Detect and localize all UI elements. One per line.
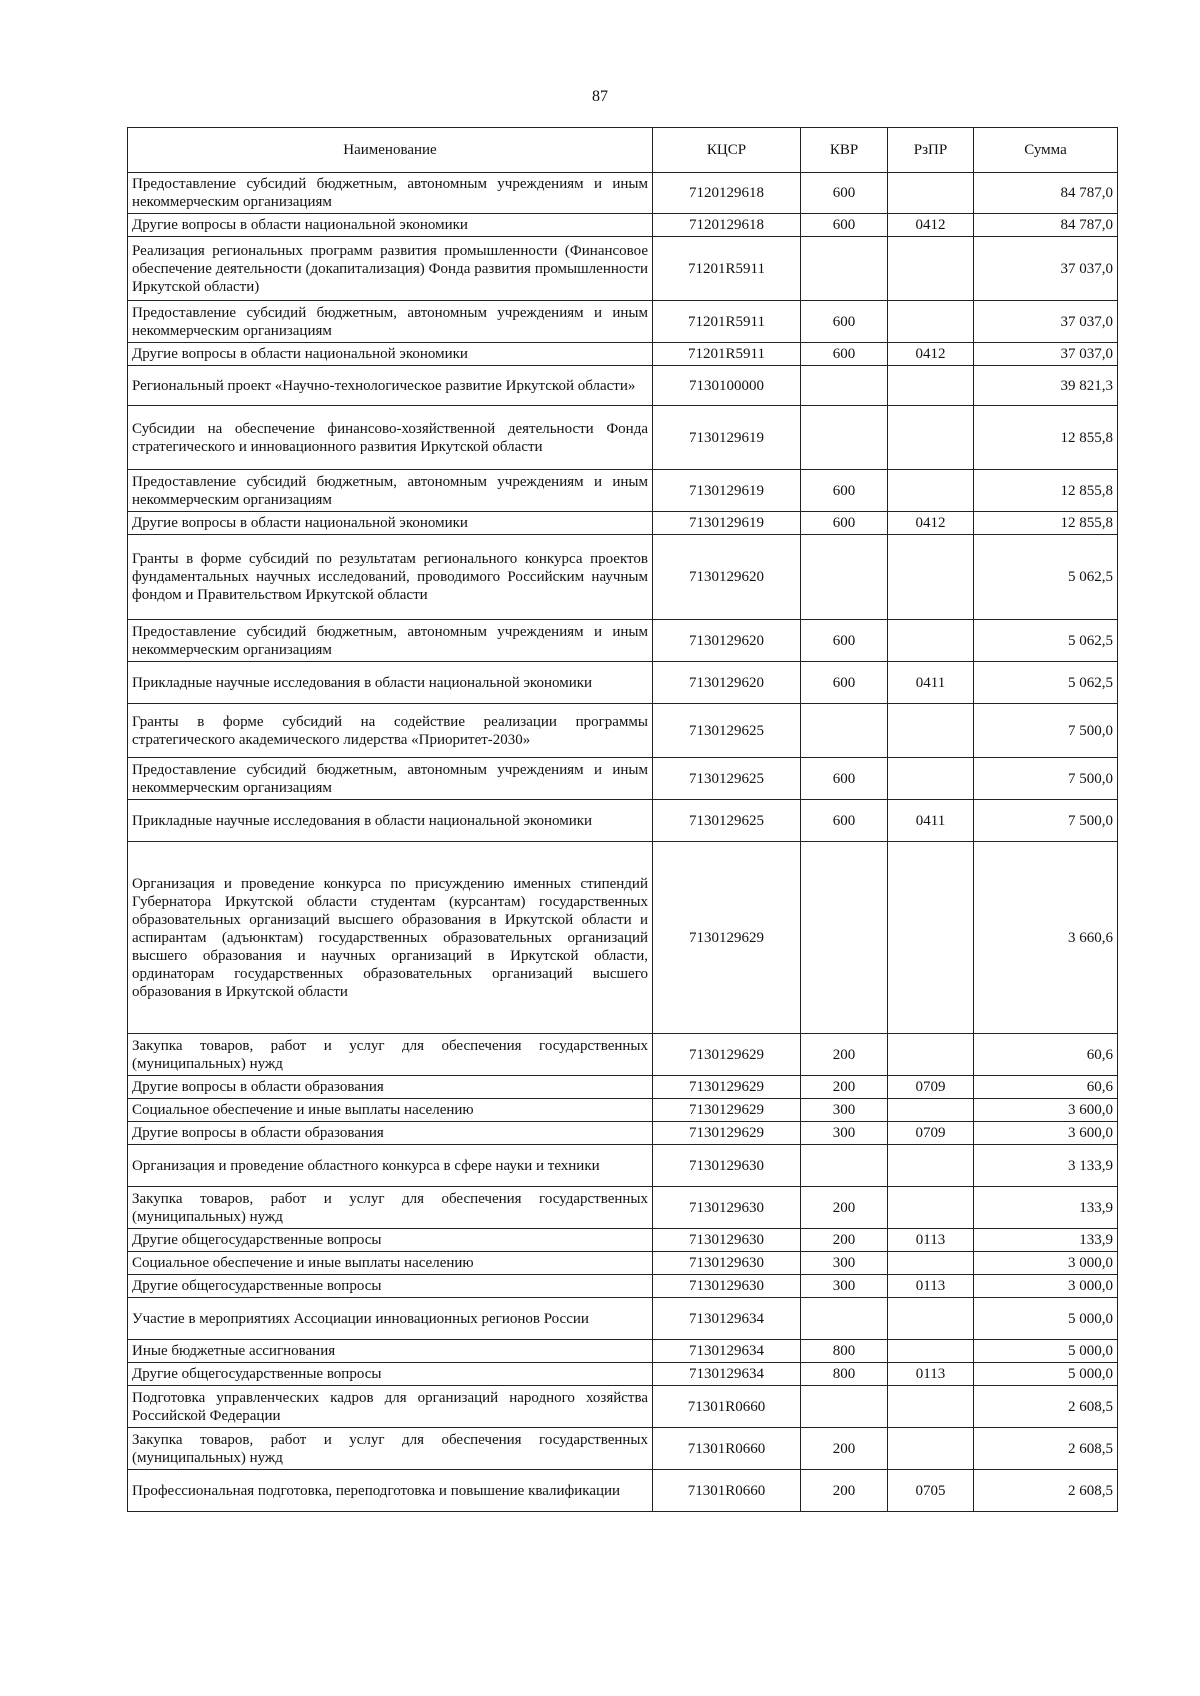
cell-rzpr xyxy=(888,1187,974,1229)
cell-kcsr: 7130129620 xyxy=(653,620,801,662)
table-row xyxy=(128,1428,1118,1470)
header-kvr: КВР xyxy=(801,128,888,173)
table-row xyxy=(128,1145,1118,1187)
cell-rzpr: 0412 xyxy=(888,343,974,366)
table-row xyxy=(128,470,1118,512)
cell-kcsr: 7130129629 xyxy=(653,842,801,1034)
cell-kcsr: 71201R5911 xyxy=(653,237,801,301)
cell-sum: 2 608,5 xyxy=(974,1470,1118,1512)
cell-rzpr: 0113 xyxy=(888,1229,974,1252)
cell-rzpr: 0113 xyxy=(888,1363,974,1386)
cell-kcsr: 7130129619 xyxy=(653,512,801,535)
cell-kcsr: 7130129625 xyxy=(653,758,801,800)
cell-sum: 5 062,5 xyxy=(974,620,1118,662)
cell-name: Другие вопросы в области национальной экономики xyxy=(128,214,653,237)
cell-kvr: 300 xyxy=(801,1275,888,1298)
cell-sum: 5 062,5 xyxy=(974,535,1118,620)
cell-sum: 133,9 xyxy=(974,1187,1118,1229)
table-row xyxy=(128,1386,1118,1428)
header-sum: Сумма xyxy=(974,128,1118,173)
cell-name: Гранты в форме субсидий по результатам регионального конкурса проектов фундаментальных научных исследований, проводимого Российским научным фондом и Правительством Иркутской области xyxy=(128,535,653,620)
cell-sum: 3 133,9 xyxy=(974,1145,1118,1187)
cell-kcsr: 7130129630 xyxy=(653,1145,801,1187)
cell-sum: 5 000,0 xyxy=(974,1340,1118,1363)
cell-kvr: 300 xyxy=(801,1122,888,1145)
cell-rzpr xyxy=(888,704,974,758)
table-row xyxy=(128,1122,1118,1145)
cell-kvr: 200 xyxy=(801,1034,888,1076)
cell-rzpr: 0709 xyxy=(888,1122,974,1145)
cell-rzpr xyxy=(888,535,974,620)
table-row xyxy=(128,1363,1118,1386)
cell-name: Социальное обеспечение и иные выплаты населению xyxy=(128,1099,653,1122)
cell-sum: 84 787,0 xyxy=(974,173,1118,214)
table-row xyxy=(128,512,1118,535)
cell-name: Предоставление субсидий бюджетным, автономным учреждениям и иным некоммерческим организациям xyxy=(128,620,653,662)
cell-sum: 2 608,5 xyxy=(974,1386,1118,1428)
cell-kcsr: 7130129619 xyxy=(653,470,801,512)
cell-name: Предоставление субсидий бюджетным, автономным учреждениям и иным некоммерческим организациям xyxy=(128,173,653,214)
cell-sum: 7 500,0 xyxy=(974,704,1118,758)
cell-name: Предоставление субсидий бюджетным, автономным учреждениям и иным некоммерческим организациям xyxy=(128,301,653,343)
budget-table xyxy=(127,127,1118,1512)
cell-rzpr xyxy=(888,1099,974,1122)
cell-kvr xyxy=(801,842,888,1034)
cell-kcsr: 7130129629 xyxy=(653,1122,801,1145)
header-name: Наименование xyxy=(128,128,653,173)
cell-name: Другие вопросы в области национальной экономики xyxy=(128,512,653,535)
table-row xyxy=(128,842,1118,1034)
cell-kvr: 600 xyxy=(801,301,888,343)
cell-kcsr: 7130129634 xyxy=(653,1363,801,1386)
cell-kvr: 300 xyxy=(801,1099,888,1122)
cell-rzpr xyxy=(888,1034,974,1076)
cell-rzpr xyxy=(888,1252,974,1275)
cell-kcsr: 7130129630 xyxy=(653,1229,801,1252)
cell-rzpr: 0709 xyxy=(888,1076,974,1099)
cell-kvr: 600 xyxy=(801,512,888,535)
cell-kvr: 200 xyxy=(801,1187,888,1229)
cell-kvr: 300 xyxy=(801,1252,888,1275)
cell-kvr: 600 xyxy=(801,173,888,214)
table-row xyxy=(128,1076,1118,1099)
cell-name: Закупка товаров, работ и услуг для обеспечения государственных (муниципальных) нужд xyxy=(128,1034,653,1076)
table-row xyxy=(128,1187,1118,1229)
cell-kvr: 800 xyxy=(801,1340,888,1363)
page-number: 87 xyxy=(592,88,608,105)
cell-kvr: 200 xyxy=(801,1428,888,1470)
cell-kvr xyxy=(801,1145,888,1187)
table-row xyxy=(128,1034,1118,1076)
cell-rzpr xyxy=(888,406,974,470)
table-row xyxy=(128,1099,1118,1122)
cell-sum: 3 600,0 xyxy=(974,1099,1118,1122)
cell-kvr: 800 xyxy=(801,1363,888,1386)
cell-rzpr xyxy=(888,1145,974,1187)
cell-kcsr: 7130129629 xyxy=(653,1099,801,1122)
table-row xyxy=(128,1298,1118,1340)
cell-kvr: 200 xyxy=(801,1470,888,1512)
cell-sum: 12 855,8 xyxy=(974,406,1118,470)
cell-name: Другие общегосударственные вопросы xyxy=(128,1229,653,1252)
table-row xyxy=(128,366,1118,406)
table-row xyxy=(128,758,1118,800)
cell-sum: 3 660,6 xyxy=(974,842,1118,1034)
table-row xyxy=(128,1252,1118,1275)
cell-kcsr: 7130129620 xyxy=(653,535,801,620)
cell-sum: 60,6 xyxy=(974,1076,1118,1099)
cell-kvr xyxy=(801,237,888,301)
cell-name: Закупка товаров, работ и услуг для обеспечения государственных (муниципальных) нужд xyxy=(128,1428,653,1470)
cell-kvr xyxy=(801,406,888,470)
cell-sum: 133,9 xyxy=(974,1229,1118,1252)
cell-rzpr xyxy=(888,758,974,800)
cell-rzpr: 0113 xyxy=(888,1275,974,1298)
cell-kcsr: 7120129618 xyxy=(653,173,801,214)
cell-rzpr xyxy=(888,173,974,214)
table-row xyxy=(128,301,1118,343)
cell-kvr xyxy=(801,535,888,620)
cell-rzpr xyxy=(888,366,974,406)
cell-kcsr: 71301R0660 xyxy=(653,1428,801,1470)
header-kcsr: КЦСР xyxy=(653,128,801,173)
cell-sum: 7 500,0 xyxy=(974,800,1118,842)
cell-kvr xyxy=(801,1386,888,1428)
cell-sum: 3 000,0 xyxy=(974,1252,1118,1275)
cell-kcsr: 7130129625 xyxy=(653,800,801,842)
cell-kcsr: 7130129634 xyxy=(653,1340,801,1363)
cell-kvr: 600 xyxy=(801,662,888,704)
cell-rzpr: 0412 xyxy=(888,512,974,535)
cell-kcsr: 7130129630 xyxy=(653,1275,801,1298)
cell-kvr: 600 xyxy=(801,758,888,800)
table-row xyxy=(128,173,1118,214)
cell-rzpr xyxy=(888,1386,974,1428)
cell-kcsr: 7120129618 xyxy=(653,214,801,237)
cell-sum: 39 821,3 xyxy=(974,366,1118,406)
cell-sum: 3 600,0 xyxy=(974,1122,1118,1145)
cell-name: Закупка товаров, работ и услуг для обеспечения государственных (муниципальных) нужд xyxy=(128,1187,653,1229)
table-row xyxy=(128,535,1118,620)
cell-kcsr: 7130129629 xyxy=(653,1034,801,1076)
cell-name: Социальное обеспечение и иные выплаты населению xyxy=(128,1252,653,1275)
cell-kcsr: 71301R0660 xyxy=(653,1386,801,1428)
cell-kcsr: 7130129619 xyxy=(653,406,801,470)
cell-rzpr: 0411 xyxy=(888,800,974,842)
table-row xyxy=(128,800,1118,842)
cell-kcsr: 7130100000 xyxy=(653,366,801,406)
cell-name: Гранты в форме субсидий на содействие реализации программы стратегического академического лидерства «Приоритет-2030» xyxy=(128,704,653,758)
cell-name: Прикладные научные исследования в области национальной экономики xyxy=(128,800,653,842)
cell-kcsr: 71301R0660 xyxy=(653,1470,801,1512)
table-row xyxy=(128,704,1118,758)
cell-rzpr xyxy=(888,237,974,301)
cell-name: Прикладные научные исследования в области национальной экономики xyxy=(128,662,653,704)
cell-rzpr xyxy=(888,1428,974,1470)
cell-kcsr: 71201R5911 xyxy=(653,301,801,343)
table-row xyxy=(128,343,1118,366)
cell-rzpr xyxy=(888,301,974,343)
cell-name: Участие в мероприятиях Ассоциации инновационных регионов России xyxy=(128,1298,653,1340)
cell-sum: 60,6 xyxy=(974,1034,1118,1076)
cell-sum: 2 608,5 xyxy=(974,1428,1118,1470)
cell-name: Другие общегосударственные вопросы xyxy=(128,1363,653,1386)
cell-name: Региональный проект «Научно-технологическое развитие Иркутской области» xyxy=(128,366,653,406)
cell-kcsr: 7130129630 xyxy=(653,1187,801,1229)
cell-name: Другие вопросы в области образования xyxy=(128,1122,653,1145)
cell-sum: 37 037,0 xyxy=(974,343,1118,366)
cell-name: Организация и проведение конкурса по присуждению именных стипендий Губернатора Иркутской области студентам (курсантам) государственных образовательных организаций высшего образования в Иркутской области и аспирантам (адъюнктам) государственных образовательных организаций высшего образования и научных организаций в Иркутской области, ординаторам государственных образовательных организаций высшего образования в Иркутской области xyxy=(128,842,653,1034)
table-row xyxy=(128,1229,1118,1252)
cell-kvr: 600 xyxy=(801,800,888,842)
table-row xyxy=(128,1340,1118,1363)
cell-sum: 5 062,5 xyxy=(974,662,1118,704)
cell-rzpr xyxy=(888,1340,974,1363)
cell-name: Организация и проведение областного конкурса в сфере науки и техники xyxy=(128,1145,653,1187)
cell-kcsr: 7130129620 xyxy=(653,662,801,704)
cell-rzpr xyxy=(888,470,974,512)
cell-kvr xyxy=(801,1298,888,1340)
table-row xyxy=(128,662,1118,704)
cell-name: Предоставление субсидий бюджетным, автономным учреждениям и иным некоммерческим организациям xyxy=(128,470,653,512)
cell-kvr: 600 xyxy=(801,470,888,512)
table-row xyxy=(128,214,1118,237)
cell-kvr: 600 xyxy=(801,343,888,366)
table-row xyxy=(128,1275,1118,1298)
table-row xyxy=(128,406,1118,470)
cell-kcsr: 7130129629 xyxy=(653,1076,801,1099)
cell-name: Профессиональная подготовка, переподготовка и повышение квалификации xyxy=(128,1470,653,1512)
cell-sum: 7 500,0 xyxy=(974,758,1118,800)
table-header-row xyxy=(128,128,1118,173)
cell-name: Иные бюджетные ассигнования xyxy=(128,1340,653,1363)
cell-kvr: 600 xyxy=(801,214,888,237)
cell-rzpr: 0411 xyxy=(888,662,974,704)
cell-sum: 5 000,0 xyxy=(974,1363,1118,1386)
cell-sum: 37 037,0 xyxy=(974,237,1118,301)
cell-kcsr: 7130129630 xyxy=(653,1252,801,1275)
cell-kvr: 200 xyxy=(801,1076,888,1099)
cell-sum: 3 000,0 xyxy=(974,1275,1118,1298)
header-rzpr: РзПР xyxy=(888,128,974,173)
cell-rzpr xyxy=(888,620,974,662)
cell-sum: 12 855,8 xyxy=(974,470,1118,512)
cell-sum: 5 000,0 xyxy=(974,1298,1118,1340)
cell-sum: 12 855,8 xyxy=(974,512,1118,535)
cell-rzpr xyxy=(888,1298,974,1340)
cell-rzpr xyxy=(888,842,974,1034)
cell-rzpr: 0705 xyxy=(888,1470,974,1512)
table-row xyxy=(128,237,1118,301)
cell-name: Другие вопросы в области образования xyxy=(128,1076,653,1099)
cell-name: Реализация региональных программ развития промышленности (Финансовое обеспечение деятельности (докапитализация) Фонда развития промышленности Иркутской области) xyxy=(128,237,653,301)
cell-kcsr: 7130129625 xyxy=(653,704,801,758)
cell-kvr xyxy=(801,366,888,406)
cell-kcsr: 7130129634 xyxy=(653,1298,801,1340)
cell-name: Другие вопросы в области национальной экономики xyxy=(128,343,653,366)
cell-kvr xyxy=(801,704,888,758)
table-row xyxy=(128,1470,1118,1512)
cell-name: Подготовка управленческих кадров для организаций народного хозяйства Российской Федерации xyxy=(128,1386,653,1428)
cell-kvr: 600 xyxy=(801,620,888,662)
table-row xyxy=(128,620,1118,662)
cell-sum: 37 037,0 xyxy=(974,301,1118,343)
cell-rzpr: 0412 xyxy=(888,214,974,237)
cell-name: Предоставление субсидий бюджетным, автономным учреждениям и иным некоммерческим организациям xyxy=(128,758,653,800)
cell-kvr: 200 xyxy=(801,1229,888,1252)
cell-kcsr: 71201R5911 xyxy=(653,343,801,366)
cell-name: Субсидии на обеспечение финансово-хозяйственной деятельности Фонда стратегического и инновационного развития Иркутской области xyxy=(128,406,653,470)
cell-sum: 84 787,0 xyxy=(974,214,1118,237)
cell-name: Другие общегосударственные вопросы xyxy=(128,1275,653,1298)
